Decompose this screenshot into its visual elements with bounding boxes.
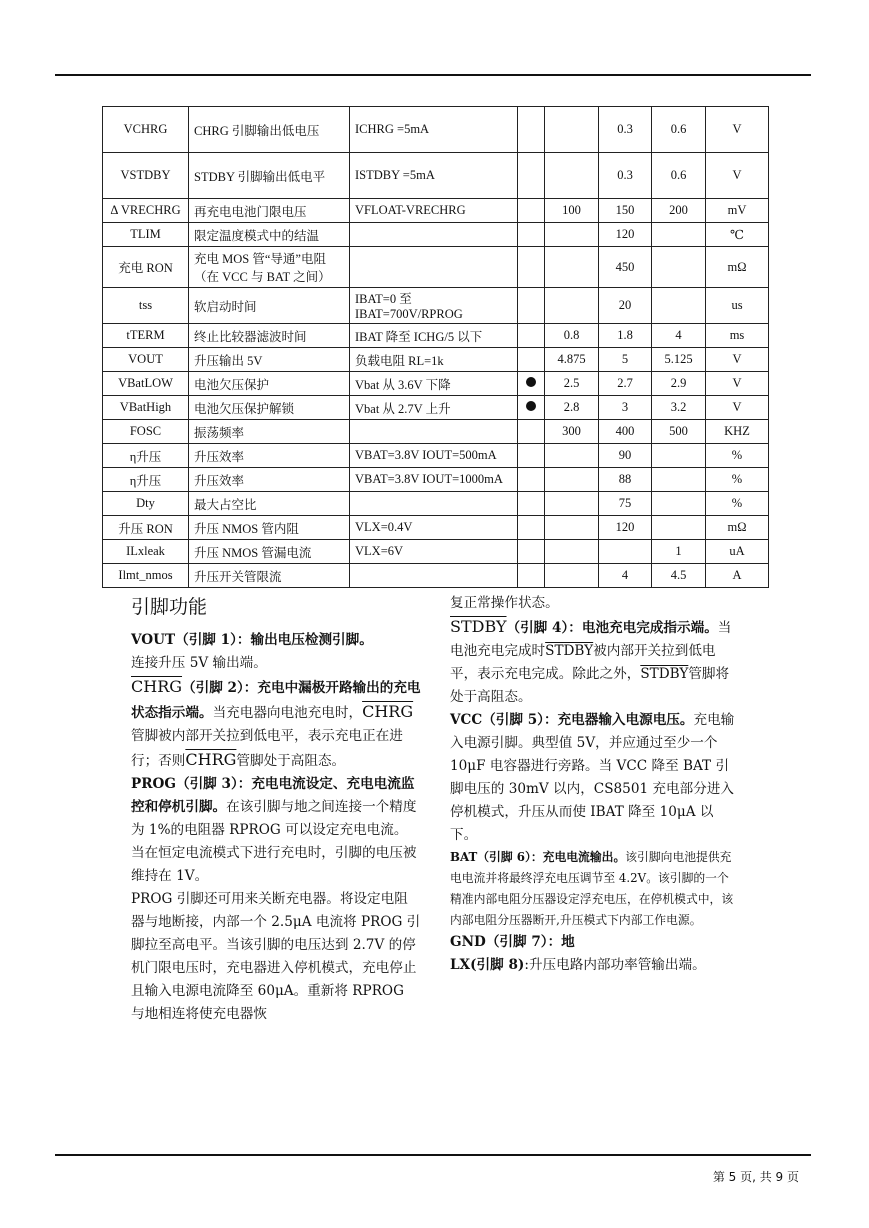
table-cell: 1.8 <box>599 324 652 348</box>
table-cell: V <box>706 153 769 199</box>
table-cell: 升压效率 <box>189 444 350 468</box>
pin8-paragraph <box>450 954 740 977</box>
table-cell: % <box>706 468 769 492</box>
table-row <box>103 420 769 444</box>
table-cell <box>350 492 518 516</box>
table-row <box>103 107 769 153</box>
table-cell: mΩ <box>706 247 769 288</box>
table-cell: Dty <box>103 492 189 516</box>
table-cell: 3 <box>599 396 652 420</box>
table-cell: 400 <box>599 420 652 444</box>
table-row <box>103 468 769 492</box>
pin4-body3: 管脚将处于高阻态。 <box>450 666 730 705</box>
table-cell <box>518 199 545 223</box>
table-cell: FOSC <box>103 420 189 444</box>
table-cell: IBAT=0 至 IBAT=700V/RPROG <box>350 288 518 324</box>
table-cell: η升压 <box>103 468 189 492</box>
table-cell: VCHRG <box>103 107 189 153</box>
table-cell: ILxleak <box>103 540 189 564</box>
table-cell: VBAT=3.8V IOUT=1000mA <box>350 468 518 492</box>
table-cell: 4 <box>652 324 706 348</box>
table-cell: 电池欠压保护解锁 <box>189 396 350 420</box>
table-cell: Vbat 从 3.6V 下降 <box>350 372 518 396</box>
table-cell <box>518 564 545 588</box>
bullet-dot-icon <box>526 377 536 387</box>
table-cell: 5 <box>599 348 652 372</box>
table-cell <box>652 516 706 540</box>
table-cell: 500 <box>652 420 706 444</box>
table-cell <box>545 107 599 153</box>
table-cell <box>518 516 545 540</box>
table-cell: TLIM <box>103 223 189 247</box>
table-cell <box>518 372 545 396</box>
table-cell: 升压 NMOS 管内阻 <box>189 516 350 540</box>
table-cell <box>545 247 599 288</box>
table-cell: VSTDBY <box>103 153 189 199</box>
table-cell: mV <box>706 199 769 223</box>
pin5-body: 充电输入电源引脚。典型值 5V，并应通过至少一个 10μF 电容器进行旁路。当 VCC 降至 BAT 引脚电压的 30mV 以内，CS8501 充电部分进入停机模式，升压从而使 IBAT 降至 10μA 以下。 <box>450 712 735 843</box>
table-cell: Δ VRECHRG <box>103 199 189 223</box>
table-cell: 升压 NMOS 管漏电流 <box>189 540 350 564</box>
bullet-dot-icon <box>526 401 536 411</box>
table-cell: 软启动时间 <box>189 288 350 324</box>
table-cell: 0.6 <box>652 107 706 153</box>
table-cell <box>545 444 599 468</box>
table-row <box>103 247 769 288</box>
table-cell: V <box>706 372 769 396</box>
table-cell: VBAT=3.8V IOUT=500mA <box>350 444 518 468</box>
table-cell: 75 <box>599 492 652 516</box>
table-cell: 0.8 <box>545 324 599 348</box>
table-row <box>103 540 769 564</box>
table-row <box>103 444 769 468</box>
table-cell: KHZ <box>706 420 769 444</box>
pin5-title: VCC（引脚 5）：充电器输入电源电压。 <box>450 712 694 728</box>
table-cell: 再充电电池门限电压 <box>189 199 350 223</box>
table-cell <box>545 288 599 324</box>
table-cell <box>518 153 545 199</box>
table-cell <box>545 516 599 540</box>
table-cell: 升压 RON <box>103 516 189 540</box>
table-row <box>103 516 769 540</box>
pin2-body1: 当充电器向电池充电时， <box>212 705 363 721</box>
table-cell <box>518 540 545 564</box>
table-cell: 终止比较器滤波时间 <box>189 324 350 348</box>
table-cell: VLX=6V <box>350 540 518 564</box>
table-row <box>103 324 769 348</box>
chrg-name-inline: CHRG <box>362 702 414 721</box>
table-row <box>103 396 769 420</box>
table-cell: VBatLOW <box>103 372 189 396</box>
table-cell: Ilmt_nmos <box>103 564 189 588</box>
table-cell: 100 <box>545 199 599 223</box>
table-cell <box>652 492 706 516</box>
table-cell <box>652 468 706 492</box>
table-cell: STDBY 引脚输出低电平 <box>189 153 350 199</box>
pin3-title: PROG（引脚 3）：充电电流设定、充电电流监控和停机引脚。 <box>131 776 415 815</box>
table-cell: 限定温度模式中的结温 <box>189 223 350 247</box>
table-cell <box>545 492 599 516</box>
pin-functions-right-column <box>450 592 740 977</box>
stdby-name: STDBY <box>450 617 507 636</box>
table-cell: 4 <box>599 564 652 588</box>
pin6-body: 该引脚向电池提供充电电流并将最终浮充电压调节至 4.2V。该引脚的一个精准内部电阻分压器设定浮充电压，在停机模式中，该内部电阻分压器断开,升压模式下内部工作电源。 <box>450 850 734 927</box>
pin1-title: VOUT（引脚 1）：输出电压检测引脚。 <box>131 632 373 648</box>
table-cell: V <box>706 396 769 420</box>
table-cell <box>350 420 518 444</box>
table-cell: VLX=0.4V <box>350 516 518 540</box>
table-cell: VBatHigh <box>103 396 189 420</box>
table-cell: V <box>706 348 769 372</box>
pin2-body3: 管脚处于高阻态。 <box>236 753 346 769</box>
table-cell <box>350 247 518 288</box>
table-cell <box>518 396 545 420</box>
table-cell: Vbat 从 2.7V 上升 <box>350 396 518 420</box>
table-cell: % <box>706 492 769 516</box>
table-cell <box>545 468 599 492</box>
chrg-name-inline-2: CHRG <box>185 750 237 769</box>
table-cell: 88 <box>599 468 652 492</box>
table-cell: 200 <box>652 199 706 223</box>
table-cell <box>545 540 599 564</box>
pin3-paragraph-2: PROG 引脚还可用来关断充电器。将设定电阻器与地断接，内部一个 2.5μA 电流将 PROG 引脚拉至高电平。当该引脚的电压达到 2.7V 的停机门限电压时，充电器进入停机模式，充电停止且输入电源电流降至 60μA。重新将 RPROG 与地相连将使充电器恢 <box>131 891 421 1022</box>
pin8-title: LX(引脚 8) <box>450 957 525 973</box>
table-cell: ms <box>706 324 769 348</box>
pin6-title: BAT（引脚 6）：充电电流输出。 <box>450 850 626 864</box>
table-cell: 负载电阻 RL=1k <box>350 348 518 372</box>
section-heading: 引脚功能 <box>131 596 208 618</box>
table-row <box>103 199 769 223</box>
table-cell <box>518 420 545 444</box>
table-row <box>103 492 769 516</box>
table-row <box>103 288 769 324</box>
table-cell: A <box>706 564 769 588</box>
table-cell <box>518 492 545 516</box>
table-cell: 电池欠压保护 <box>189 372 350 396</box>
table-cell <box>652 247 706 288</box>
stdby-name-inline-2: STDBY <box>640 666 689 682</box>
pin3-body1: 在该引脚与地之间连接一个精度为 1%的电阻器 RPROG 可以设定充电电流。当在恒定电流模式下进行充电时，引脚的电压被维持在 1V。 <box>131 799 417 884</box>
table-cell: 2.8 <box>545 396 599 420</box>
table-cell: 振荡频率 <box>189 420 350 444</box>
table-cell: tss <box>103 288 189 324</box>
table-cell: % <box>706 444 769 468</box>
table-cell <box>518 247 545 288</box>
table-cell <box>545 153 599 199</box>
pin3-paragraph <box>131 773 421 888</box>
table-cell: 450 <box>599 247 652 288</box>
pin5-paragraph <box>450 709 740 847</box>
pin2-paragraph <box>131 675 421 773</box>
table-cell: mΩ <box>706 516 769 540</box>
table-cell: 2.5 <box>545 372 599 396</box>
footer-rule <box>55 1154 811 1156</box>
table-cell <box>350 564 518 588</box>
table-cell: 升压开关管限流 <box>189 564 350 588</box>
table-cell: 升压输出 5V <box>189 348 350 372</box>
table-cell <box>545 223 599 247</box>
table-cell <box>518 223 545 247</box>
table-cell: 20 <box>599 288 652 324</box>
table-cell: 充电 RON <box>103 247 189 288</box>
table-row <box>103 348 769 372</box>
pin6-paragraph <box>450 847 740 931</box>
table-cell: 120 <box>599 516 652 540</box>
table-cell: VFLOAT-VRECHRG <box>350 199 518 223</box>
pin1-body: 连接升压 5V 输出端。 <box>131 655 267 671</box>
table-cell <box>518 444 545 468</box>
table-cell: tTERM <box>103 324 189 348</box>
table-cell <box>652 288 706 324</box>
table-row <box>103 153 769 199</box>
table-cell: 2.7 <box>599 372 652 396</box>
table-cell: uA <box>706 540 769 564</box>
table-cell: 150 <box>599 199 652 223</box>
table-cell: 1 <box>652 540 706 564</box>
table-cell: 300 <box>545 420 599 444</box>
table-cell: 120 <box>599 223 652 247</box>
table-cell <box>518 288 545 324</box>
table-cell: ℃ <box>706 223 769 247</box>
pin4-body2: 被内部开关拉到低电平，表示充电完成。除此之外， <box>450 643 716 682</box>
electrical-spec-table <box>102 106 769 588</box>
pin4-paragraph <box>450 615 740 709</box>
table-cell: η升压 <box>103 444 189 468</box>
table-cell <box>599 540 652 564</box>
table-cell: 充电 MOS 管“导通”电阻（在 VCC 与 BAT 之间） <box>189 247 350 288</box>
table-cell: 0.3 <box>599 107 652 153</box>
table-cell <box>652 444 706 468</box>
table-cell: 0.3 <box>599 153 652 199</box>
table-cell: 5.125 <box>652 348 706 372</box>
table-cell: 2.9 <box>652 372 706 396</box>
pin4-title: （引脚 4）：电池充电完成指示端。 <box>506 620 718 636</box>
table-cell <box>652 223 706 247</box>
table-cell: ISTDBY =5mA <box>350 153 518 199</box>
chrg-name: CHRG <box>131 677 183 696</box>
table-cell: 0.6 <box>652 153 706 199</box>
table-cell <box>545 564 599 588</box>
pin2-title: （引脚 2）：充电中漏极开路输出的充电状态指示端。 <box>131 680 421 721</box>
table-cell: VOUT <box>103 348 189 372</box>
header-rule <box>55 74 811 76</box>
pin2-body2: 管脚被内部开关拉到低电平，表示充电正在进行；否则 <box>131 728 403 769</box>
stdby-name-inline: STDBY <box>545 643 594 659</box>
table-cell: 4.5 <box>652 564 706 588</box>
pin3-continuation: 复正常操作状态。 <box>450 595 559 611</box>
table-cell <box>350 223 518 247</box>
table-cell: 90 <box>599 444 652 468</box>
pin4-body1: 当电池充电完成时 <box>450 620 732 659</box>
table-cell: us <box>706 288 769 324</box>
table-cell <box>518 107 545 153</box>
table-cell: 3.2 <box>652 396 706 420</box>
table-cell: IBAT 降至 ICHG/5 以下 <box>350 324 518 348</box>
table-row <box>103 223 769 247</box>
table-cell: 升压效率 <box>189 468 350 492</box>
table-cell <box>518 348 545 372</box>
table-row <box>103 372 769 396</box>
table-cell: 4.875 <box>545 348 599 372</box>
pin-functions-left-column <box>131 592 421 1026</box>
table-cell: V <box>706 107 769 153</box>
table-cell <box>518 324 545 348</box>
pin8-body: :升压电路内部功率管输出端。 <box>524 957 706 973</box>
pin7-title: GND（引脚 7）：地 <box>450 934 575 950</box>
table-cell: ICHRG =5mA <box>350 107 518 153</box>
table-cell: 最大占空比 <box>189 492 350 516</box>
table-row <box>103 564 769 588</box>
table-cell <box>518 468 545 492</box>
page-number: 第 5 页, 共 9 页 <box>712 1170 799 1184</box>
table-cell: CHRG 引脚输出低电压 <box>189 107 350 153</box>
